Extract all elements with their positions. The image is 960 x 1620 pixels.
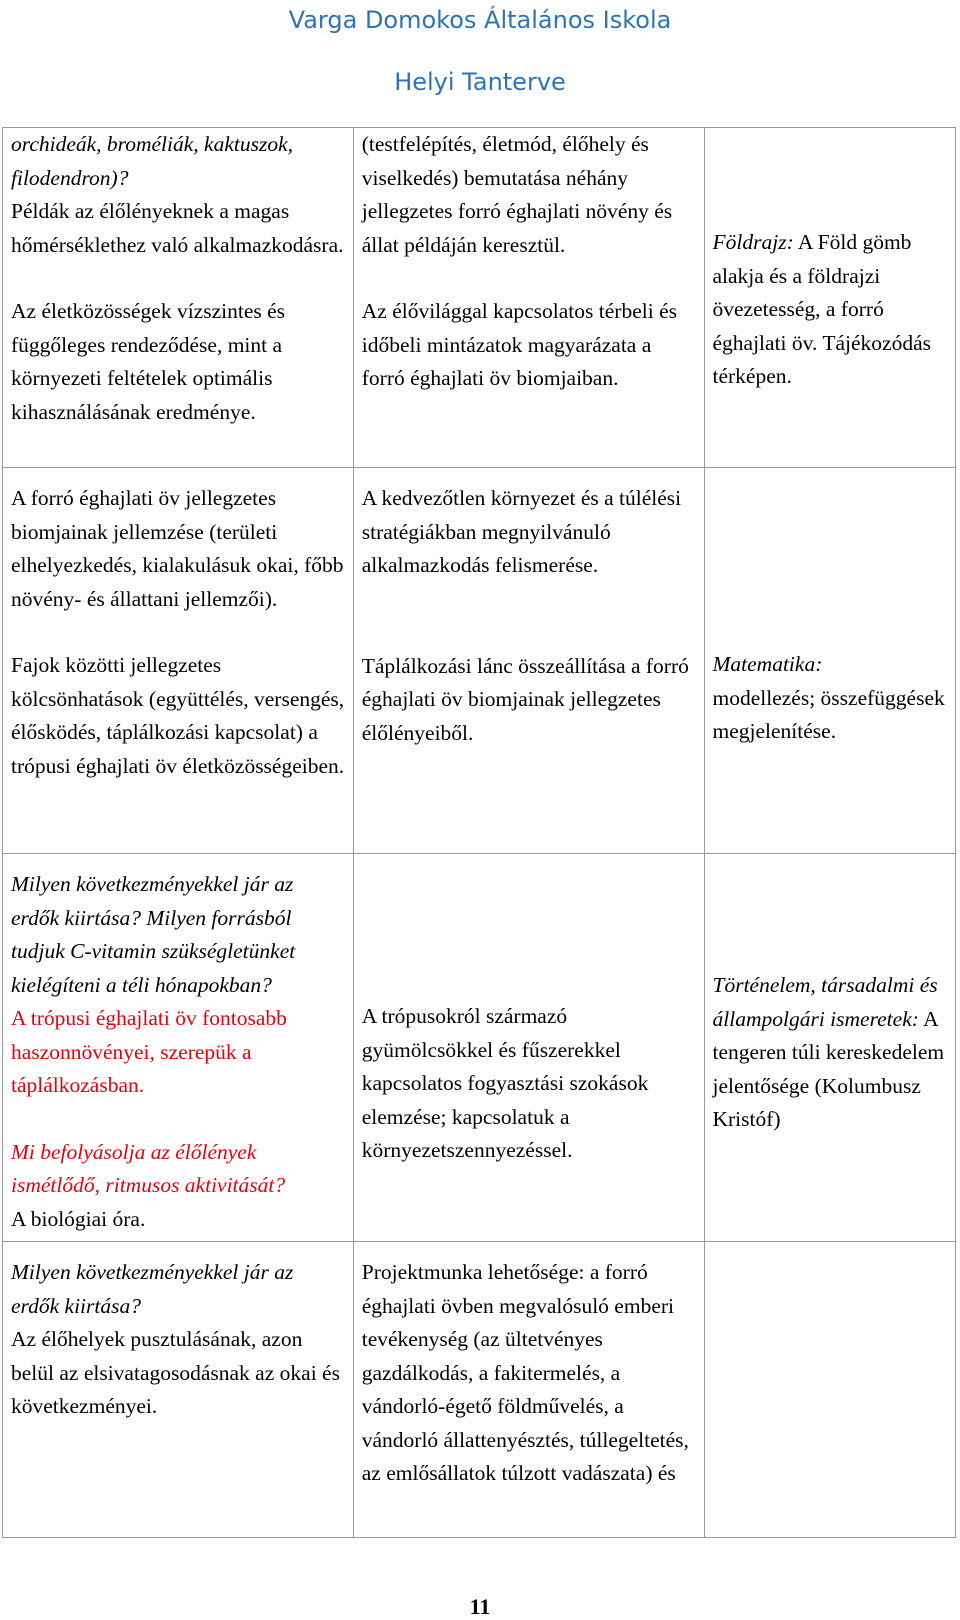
- table-row: [3, 854, 956, 1242]
- content-text: A forró éghajlati öv jellegzetes biomjainak jellemzése (területi elhelyezkedés, kialakulásuk okai, főbb növény- és állattani jellemzői).: [11, 486, 344, 611]
- school-name-header: Varga Domokos Általános Iskola: [288, 6, 672, 34]
- content-text: [11, 1136, 345, 1237]
- table-row: [3, 128, 956, 468]
- content-text: Projektmunka lehetősége: a forró éghajlati övben megvalósuló emberi tevékenység (az ültetvényes gazdálkodás, a fakitermelés, a vándorló-égető földművelés, a vándorló állattenyésztés, túllegeltetés, az emlősállatok túlzott vadászata) és: [361, 1260, 689, 1485]
- development-cell: [353, 1242, 704, 1538]
- crosslink-body: A Föld gömb alakja és a földrajzi övezetesség, a forró éghajlati öv. Tájékozódás térképen.: [712, 230, 932, 388]
- content-text: Az élővilággal kapcsolatos térbeli és időbeli mintázatok magyarázata a forró éghajlati öv biomjaiban.: [361, 299, 677, 390]
- table-row: [3, 1242, 956, 1538]
- crosslink-text: [713, 648, 948, 749]
- question-text: Milyen következményekkel jár az erdők kiirtása?: [11, 1260, 294, 1318]
- content-text: Példák az élőlényeknek a magas hőmérséklethez való alkalmazkodásra.: [11, 199, 344, 257]
- content-text: A biológiai óra.: [11, 1206, 146, 1231]
- crosslink-body: A tengeren túli kereskedelem jelentősége (Kolumbusz Kristóf): [712, 1006, 945, 1131]
- content-cell: [3, 128, 354, 468]
- content-text: A trópusokról származó gyümölcsökkel és fűszerekkel kapcsolatos fogyasztási szokások elemzése; kapcsolatuk a környezetszennyezéssel.: [361, 1004, 649, 1162]
- crosslink-cell: [704, 854, 956, 1242]
- curriculum-subtitle-header: Helyi Tanterve: [394, 68, 566, 96]
- highlighted-question: Mi befolyásolja az élőlények ismétlődő, ritmusos aktivitását?: [11, 1139, 286, 1197]
- table-row: [3, 468, 956, 854]
- crosslink-text: [713, 226, 948, 394]
- subject-label: Matematika:: [712, 652, 823, 676]
- content-text: orchideák, broméliák, kaktuszok, filodendron)?: [11, 132, 294, 190]
- crosslink-cell: [704, 1242, 956, 1538]
- content-text: Fajok közötti jellegzetes kölcsönhatások (együttélés, versengés, élősködés, táplálkozási kapcsolat) a trópusi éghajlati öv életközösségeiben.: [11, 653, 345, 778]
- development-cell: [353, 128, 704, 468]
- content-text: Az életközösségek vízszintes és függőleges rendeződése, mint a környezeti feltételek optimális kihasználásának eredménye.: [11, 299, 286, 424]
- subject-label: Történelem, társadalmi és állampolgári ismeretek:: [712, 973, 938, 1031]
- development-cell: [353, 468, 704, 854]
- content-text: Az élőhelyek pusztulásának, azon belül az elsivatagosodásnak az okai és következményei.: [11, 1327, 340, 1418]
- page-number: 11: [469, 1594, 491, 1619]
- curriculum-table: [2, 127, 956, 1538]
- question-text: Milyen következményekkel jár az erdők kiirtása? Milyen forrásból tudjuk C-vitamin szükségletünket kielégíteni a téli hónapokban?: [11, 872, 296, 997]
- content-text: Táplálkozási lánc összeállítása a forró éghajlati öv biomjainak jellegzetes élőlényeiből.: [361, 653, 689, 745]
- content-cell: [3, 1242, 354, 1538]
- content-cell: [3, 854, 354, 1242]
- content-cell: [3, 468, 354, 854]
- content-text: A kedvezőtlen környezet és a túlélési stratégiákban megnyilvánuló alkalmazkodás felismerése.: [361, 486, 682, 577]
- crosslink-cell: [704, 468, 956, 854]
- crosslink-text: [713, 969, 948, 1137]
- crosslink-cell: [704, 128, 956, 468]
- highlighted-text: A trópusi éghajlati öv fontosabb haszonnövényei, szerepük a táplálkozásban.: [11, 1006, 287, 1097]
- subject-label: Földrajz:: [712, 230, 794, 254]
- crosslink-body: modellezés; összefüggések megjelenítése.: [712, 685, 945, 743]
- development-cell: [353, 854, 704, 1242]
- content-text: (testfelépítés, életmód, élőhely és viselkedés) bemutatása néhány jellegzetes forró éghajlati növény és állat példáján keresztül.: [361, 132, 673, 257]
